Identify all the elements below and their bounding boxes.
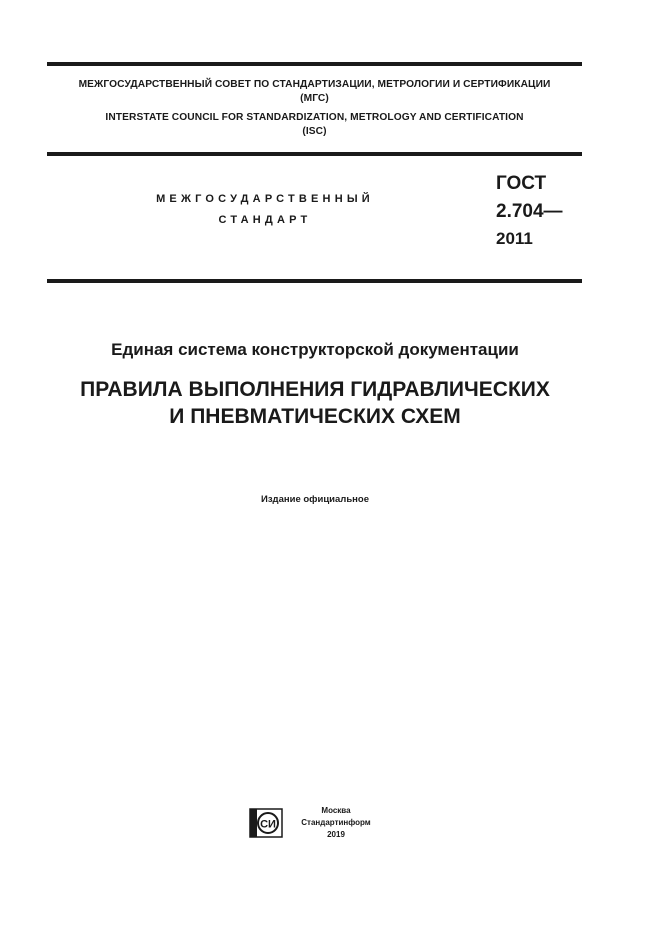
standard-kind-line2: СТАНДАРТ (218, 214, 312, 226)
series-title: Единая система конструкторской документации (111, 340, 519, 359)
bottom-rule (47, 279, 582, 283)
document-title-line2: И ПНЕВМАТИЧЕСКИХ СХЕМ (169, 405, 461, 428)
standartinform-logo-icon (249, 808, 283, 838)
gost-number: 2.704— (496, 201, 563, 222)
imprint (294, 805, 378, 841)
svg-text:СИ: СИ (260, 818, 276, 831)
council-name-en-line1: INTERSTATE COUNCIL FOR STANDARDIZATION, METROLOGY AND CERTIFICATION (105, 112, 524, 123)
document-title-line1: ПРАВИЛА ВЫПОЛНЕНИЯ ГИДРАВЛИЧЕСКИХ (80, 378, 550, 401)
imprint-publisher: Стандартинформ (301, 818, 371, 827)
council-name-ru (47, 78, 582, 106)
imprint-year: 2019 (327, 830, 345, 839)
council-name-en (47, 111, 582, 139)
council-abbr-ru: (МГС) (300, 93, 329, 104)
top-rule (47, 62, 582, 66)
standard-kind-line1: МЕЖГОСУДАРСТВЕННЫЙ (156, 193, 374, 205)
gost-year: 2011 (496, 229, 533, 248)
council-abbr-en: (ISC) (302, 126, 327, 137)
council-name-ru-line1: МЕЖГОСУДАРСТВЕННЫЙ СОВЕТ ПО СТАНДАРТИЗАЦИИ, МЕТРОЛОГИИ И СЕРТИФИКАЦИИ (78, 79, 551, 90)
middle-rule (47, 152, 582, 156)
imprint-city: Москва (321, 806, 351, 815)
gost-label: ГОСТ (496, 173, 547, 194)
document-title (0, 376, 630, 430)
edition-note: Издание официальное (261, 494, 369, 505)
